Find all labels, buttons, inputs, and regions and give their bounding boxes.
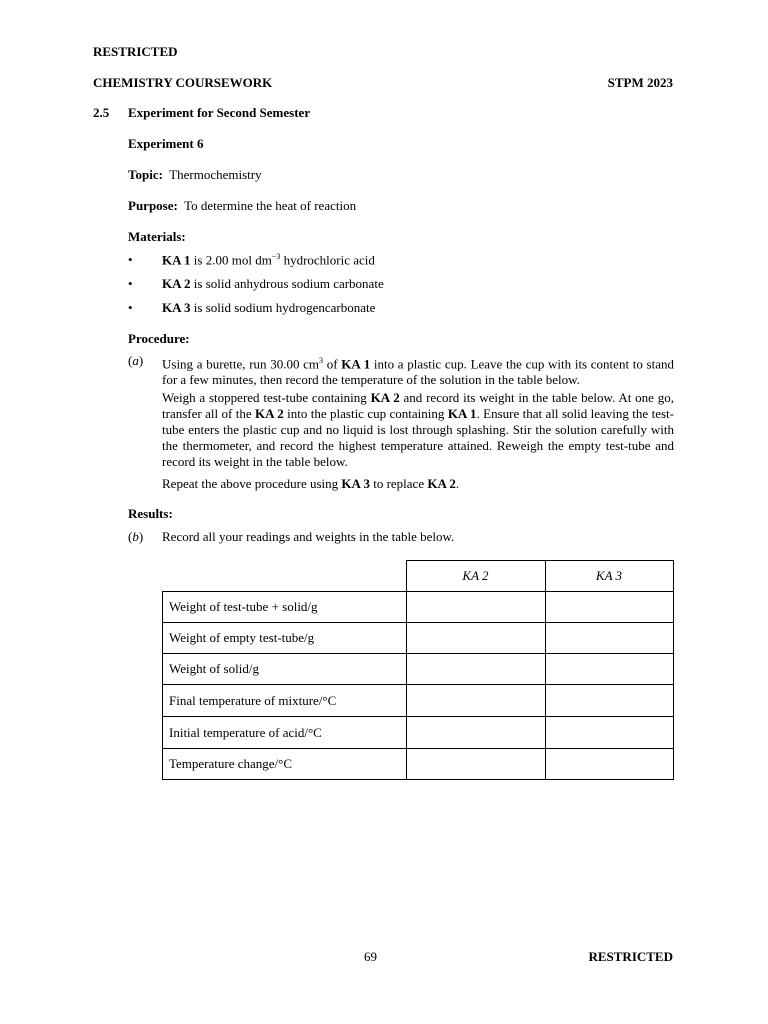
procedure-heading: Procedure: [128,331,190,346]
part-a-letter: a [132,353,139,368]
topic-line [128,167,262,183]
row-label: Temperature change/°C [163,749,407,780]
topic-label: Topic: [128,167,163,182]
bullet-icon: • [128,300,133,315]
empty-corner [163,561,407,592]
header-restricted: RESTRICTED [93,44,178,59]
row-label: Weight of test-tube + solid/g [163,592,407,623]
entry-cell-ka2[interactable] [406,749,545,780]
text: and record its weight in the table below. At one go, transfer all of the [162,390,674,421]
reagent-name: KA 1 [341,356,371,372]
course-title: CHEMISTRY COURSEWORK [93,75,273,90]
text: . Ensure that all solid leaving the test-tube enters the plastic cup and no liquid is lost through splashing. Stir the solution carefully with the thermometer, and record the highest temperature attained. Reweigh the empty test-tube and record its weight in the table below. [162,406,674,469]
material-name: KA 3 [162,300,191,315]
text: into the plastic cup containing [283,406,448,421]
entry-cell-ka3[interactable] [545,592,673,623]
material-item [162,276,384,292]
materials-heading: Materials: [128,229,186,244]
entry-cell-ka2[interactable] [406,717,545,749]
column-header-ka2: KA 2 [406,561,545,592]
entry-cell-ka3[interactable] [545,717,673,749]
table-row [163,717,674,749]
entry-cell-ka3[interactable] [545,685,673,717]
text: of [323,356,342,372]
superscript: 3 [319,356,324,365]
row-label: Initial temperature of acid/°C [163,717,407,749]
material-item [162,300,375,316]
material-text: is solid anhydrous sodium carbonate [190,276,384,291]
results-instruction: Record all your readings and weights in the table below. [162,529,455,544]
row-label: Weight of empty test-tube/g [163,623,407,654]
material-name: KA 1 [162,252,191,268]
bullet-icon: • [128,276,133,291]
part-b-letter: b [132,529,139,544]
footer-restricted: RESTRICTED [588,949,673,964]
reagent-name: KA 2 [255,406,284,421]
material-superscript: −3 [271,252,281,261]
table-row [163,623,674,654]
table-row [163,749,674,780]
results-heading: Results: [128,506,173,521]
procedure-paragraph-2 [162,390,674,470]
material-text: is 2.00 mol dm [190,252,272,268]
reagent-name: KA 2 [370,390,400,405]
text: into a plastic cup. Leave the cup with its content to stand for a few minutes, then record the temperature of the solution in the table below. [162,356,674,388]
entry-cell-ka2[interactable] [406,623,545,654]
text: Using a burette, run 30.00 cm [162,356,320,372]
entry-cell-ka3[interactable] [545,749,673,780]
column-header-ka3: KA 3 [545,561,673,592]
results-table [162,560,674,780]
part-a-label: (a) [128,353,144,368]
section-title: Experiment for Second Semester [128,105,311,120]
text: . [455,476,460,491]
entry-cell-ka2[interactable] [406,654,545,685]
material-text: hydrochloric acid [280,252,375,268]
entry-cell-ka3[interactable] [545,654,673,685]
row-label: Weight of solid/g [163,654,407,685]
table-row [163,592,674,623]
topic-value: Thermochemistry [169,167,262,182]
purpose-line [128,198,356,214]
row-label: Final temperature of mixture/°C [163,685,407,717]
material-item [162,252,375,268]
material-name: KA 2 [162,276,191,291]
part-b-label: (b) [128,529,144,544]
procedure-paragraph-1 [162,353,674,388]
procedure-paragraph-3 [162,476,674,492]
text: Weigh a stoppered test-tube containing [162,390,371,405]
entry-cell-ka2[interactable] [406,592,545,623]
table-row [163,654,674,685]
text: Repeat the above procedure using [162,476,342,491]
entry-cell-ka2[interactable] [406,685,545,717]
exam-label: STPM 2023 [607,75,673,90]
table-row [163,685,674,717]
experiment-title: Experiment 6 [128,136,204,151]
purpose-value: To determine the heat of reaction [184,198,357,213]
reagent-name: KA 2 [427,476,456,491]
table-header-row [163,561,674,592]
page-number: 69 [364,949,377,964]
bullet-icon: • [128,252,133,267]
section-number: 2.5 [93,105,110,120]
entry-cell-ka3[interactable] [545,623,673,654]
text: to replace [369,476,428,491]
material-text: is solid sodium hydrogencarbonate [190,300,376,315]
reagent-name: KA 3 [341,476,370,491]
reagent-name: KA 1 [447,406,477,421]
purpose-label: Purpose: [128,198,178,213]
